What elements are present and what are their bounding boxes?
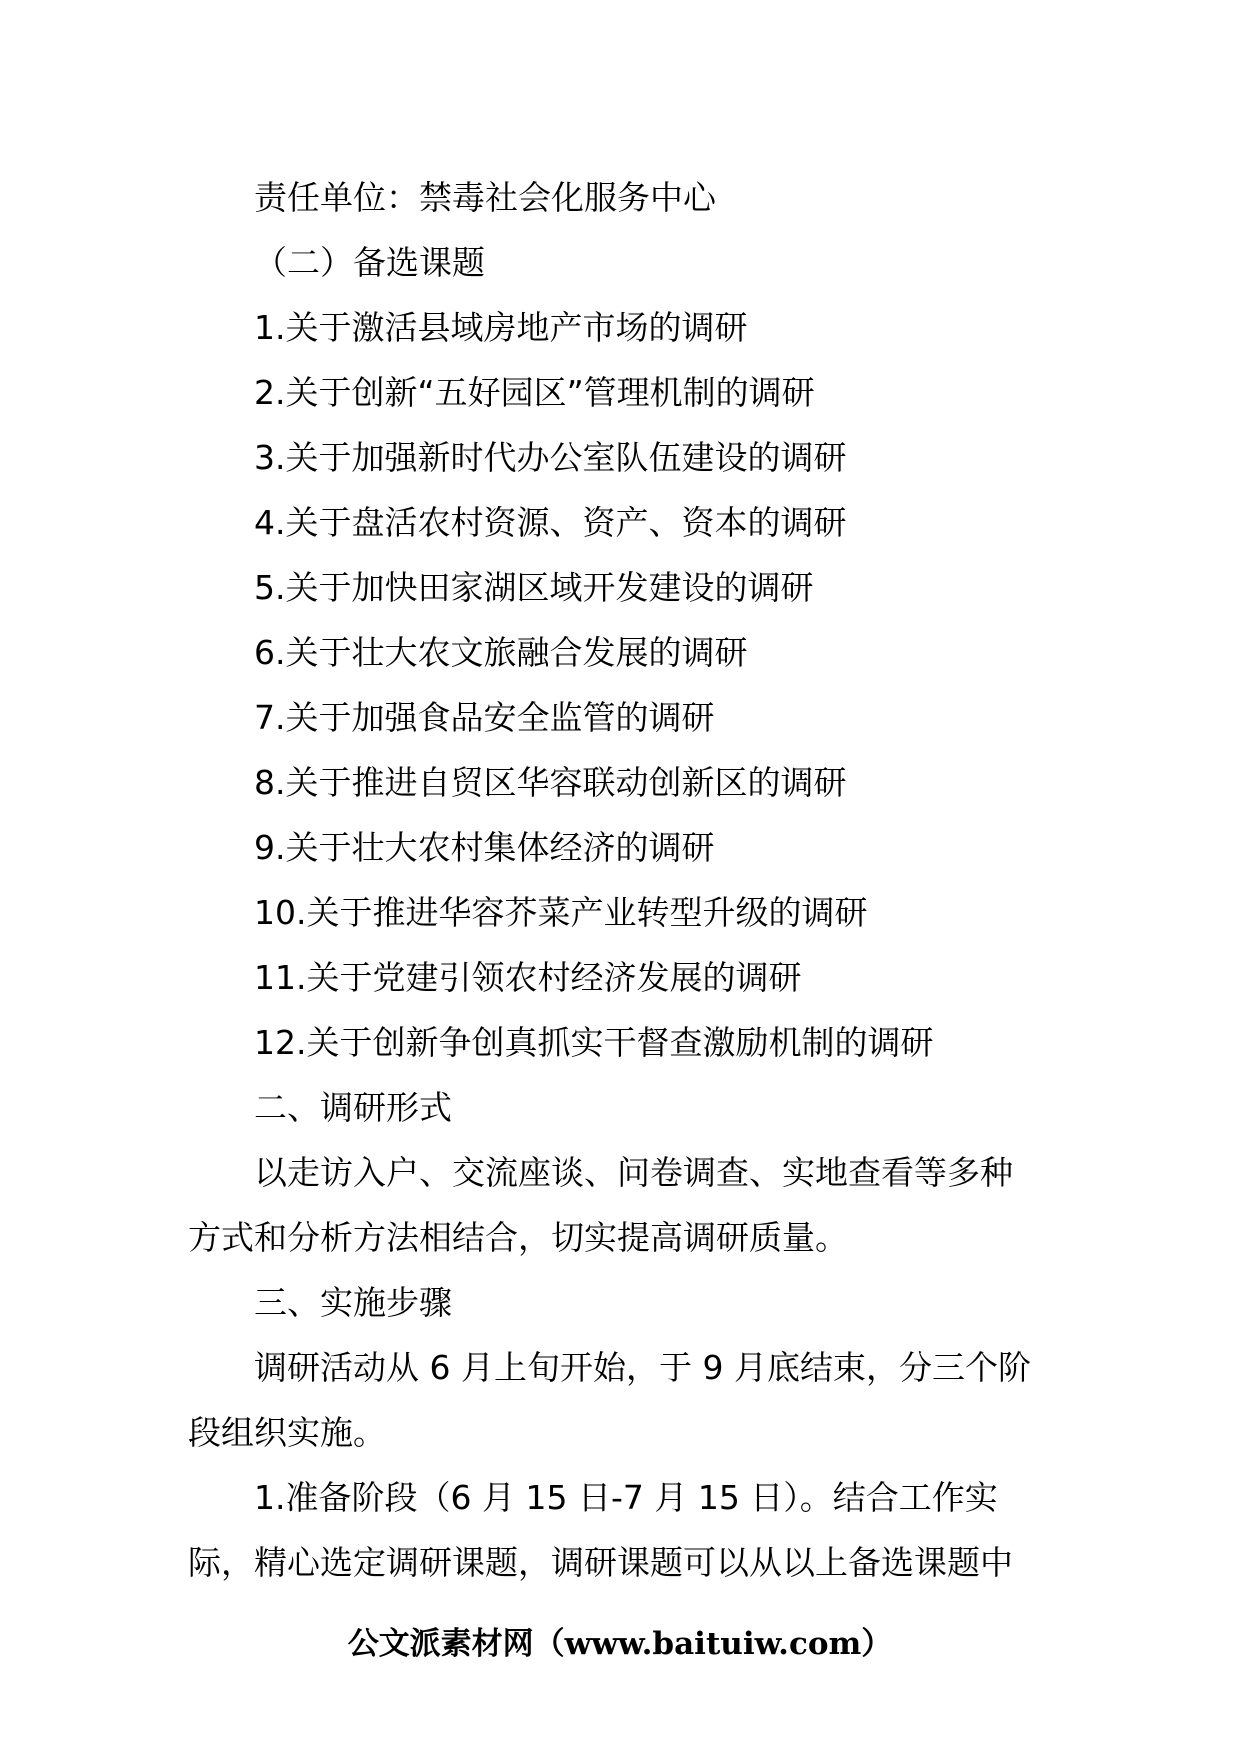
section-heading-alternative-topics: （二）备选课题 — [254, 243, 485, 282]
document-body — [188, 165, 1058, 1595]
topic-item: 3.关于加强新时代办公室队伍建设的调研 — [254, 438, 847, 477]
paragraph-line: 以走访入户、交流座谈、问卷调查、实地查看等多种 — [254, 1153, 1013, 1192]
topic-item: 5.关于加快田家湖区域开发建设的调研 — [254, 568, 814, 607]
paragraph-schedule — [188, 1335, 1058, 1465]
topic-item: 7.关于加强食品安全监管的调研 — [254, 698, 715, 737]
paragraph-line: 方式和分析方法相结合，切实提高调研质量。 — [188, 1218, 848, 1257]
topic-item: 4.关于盘活农村资源、资产、资本的调研 — [254, 503, 847, 542]
topic-item: 11.关于党建引领农村经济发展的调研 — [254, 958, 802, 997]
section-heading-research-form: 二、调研形式 — [254, 1088, 452, 1127]
topic-item: 8.关于推进自贸区华容联动创新区的调研 — [254, 763, 847, 802]
topic-item: 1.关于激活县域房地产市场的调研 — [254, 308, 748, 347]
topic-item: 12.关于创新争创真抓实干督查激励机制的调研 — [254, 1023, 934, 1062]
paragraph-preparation-stage — [188, 1465, 1058, 1595]
paragraph-line: 段组织实施。 — [188, 1413, 386, 1452]
paragraph-line: 调研活动从 6 月上旬开始，于 9 月底结束，分三个阶 — [254, 1348, 1031, 1387]
topic-item: 6.关于壮大农文旅融合发展的调研 — [254, 633, 748, 672]
paragraph-line: 1.准备阶段（6 月 15 日-7 月 15 日）。结合工作实 — [254, 1478, 998, 1517]
topic-item: 2.关于创新“五好园区”管理机制的调研 — [254, 373, 815, 412]
topic-item: 9.关于壮大农村集体经济的调研 — [254, 828, 715, 867]
section-heading-implementation-steps: 三、实施步骤 — [254, 1283, 452, 1322]
paragraph-line: 际，精心选定调研课题，调研课题可以从以上备选课题中 — [188, 1543, 1013, 1582]
footer-watermark-text: 公文派素材网（www.baituiw.com） — [347, 1626, 893, 1662]
paragraph-research-form — [188, 1140, 1058, 1270]
topic-item: 10.关于推进华容芥菜产业转型升级的调研 — [254, 893, 868, 932]
responsible-unit-line: 责任单位：禁毒社会化服务中心 — [254, 178, 716, 217]
